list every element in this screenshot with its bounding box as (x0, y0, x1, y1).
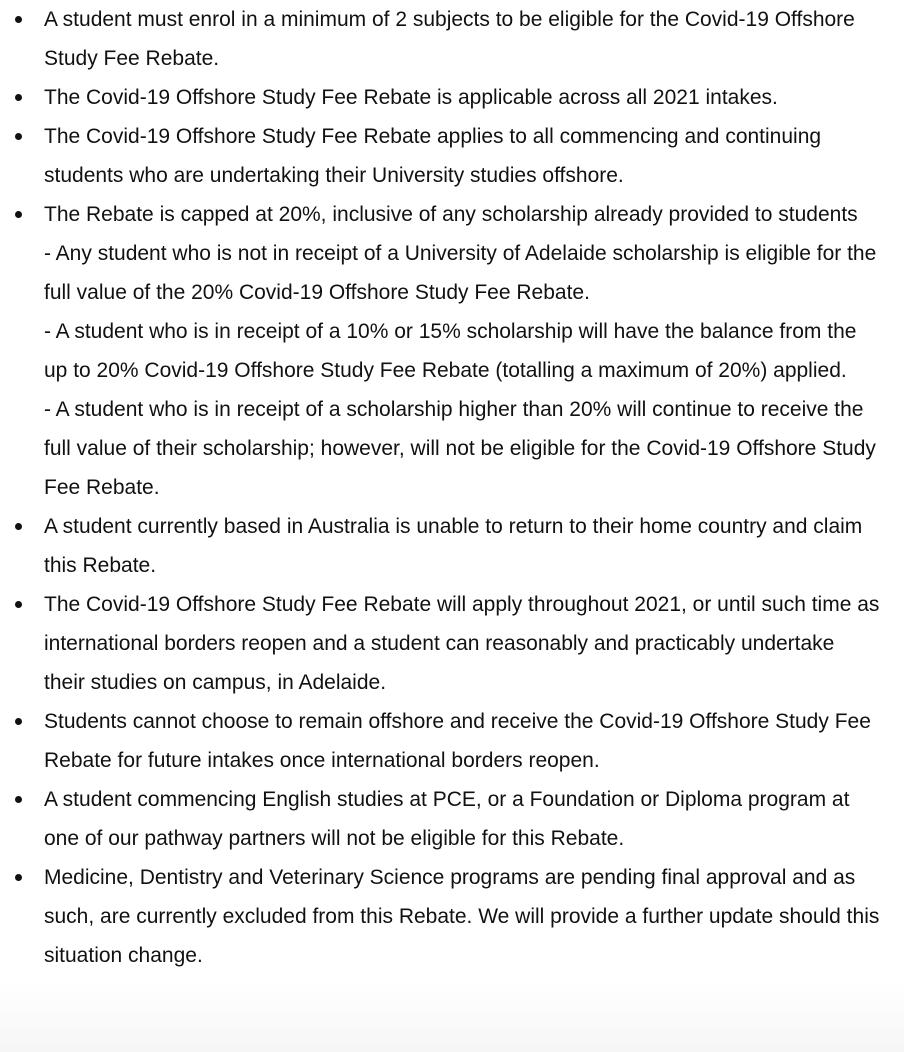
item-text: The Covid-19 Offshore Study Fee Rebate applies to all commencing and continuing students who are undertaking their University studies offshore. (44, 125, 822, 187)
bullet-icon (15, 523, 22, 530)
item-text: Medicine, Dentistry and Veterinary Science programs are pending final approval and as such, are currently excluded from this Rebate. We will provide a further update should this situation change. (44, 866, 880, 967)
bullet-icon (15, 796, 22, 803)
list-item (0, 78, 880, 117)
list-item (0, 117, 880, 195)
item-text: The Covid-19 Offshore Study Fee Rebate is applicable across all 2021 intakes. (44, 86, 778, 109)
bullet-icon (15, 94, 22, 101)
bullet-icon (15, 718, 22, 725)
bullet-icon (15, 16, 22, 23)
item-text: The Rebate is capped at 20%, inclusive of any scholarship already provided to students (44, 203, 858, 226)
bottom-fade (0, 982, 904, 1052)
item-text: A student commencing English studies at PCE, or a Foundation or Diploma program at one of our pathway partners will not be eligible for this Rebate. (44, 788, 850, 850)
item-text: A student currently based in Australia is unable to return to their home country and claim this Rebate. (44, 515, 863, 577)
list-item (0, 702, 880, 780)
item-text: A student must enrol in a minimum of 2 subjects to be eligible for the Covid-19 Offshore Study Fee Rebate. (44, 8, 855, 70)
bullet-icon (15, 874, 22, 881)
list-item (0, 0, 880, 78)
list-item (0, 507, 880, 585)
list-item (0, 858, 880, 975)
sub-item-high-scholarship: - A student who is in receipt of a scholarship higher than 20% will continue to receive the full value of their scholarship; however, will not be eligible for the Covid-19 Offshore Study Fee Rebate. (44, 398, 876, 499)
list-item (0, 195, 880, 507)
sub-item-partial-scholarship: - A student who is in receipt of a 10% or 15% scholarship will have the balance from the up to 20% Covid-19 Offshore Study Fee Rebate (totalling a maximum of 20%) applied. (44, 320, 857, 382)
item-text: Students cannot choose to remain offshore and receive the Covid-19 Offshore Study Fee Rebate for future intakes once international borders reopen. (44, 710, 871, 772)
bullet-icon (15, 133, 22, 140)
bullet-icon (15, 601, 22, 608)
item-text: The Covid-19 Offshore Study Fee Rebate will apply throughout 2021, or until such time as international borders reopen and a student can reasonably and practicably undertake their studies on campus, in Adelaide. (44, 593, 880, 694)
bullet-icon (15, 211, 22, 218)
list-item (0, 780, 880, 858)
list-item (0, 585, 880, 702)
sub-item-no-scholarship: - Any student who is not in receipt of a University of Adelaide scholarship is eligible for the full value of the 20% Covid-19 Offshore Study Fee Rebate. (44, 242, 877, 304)
